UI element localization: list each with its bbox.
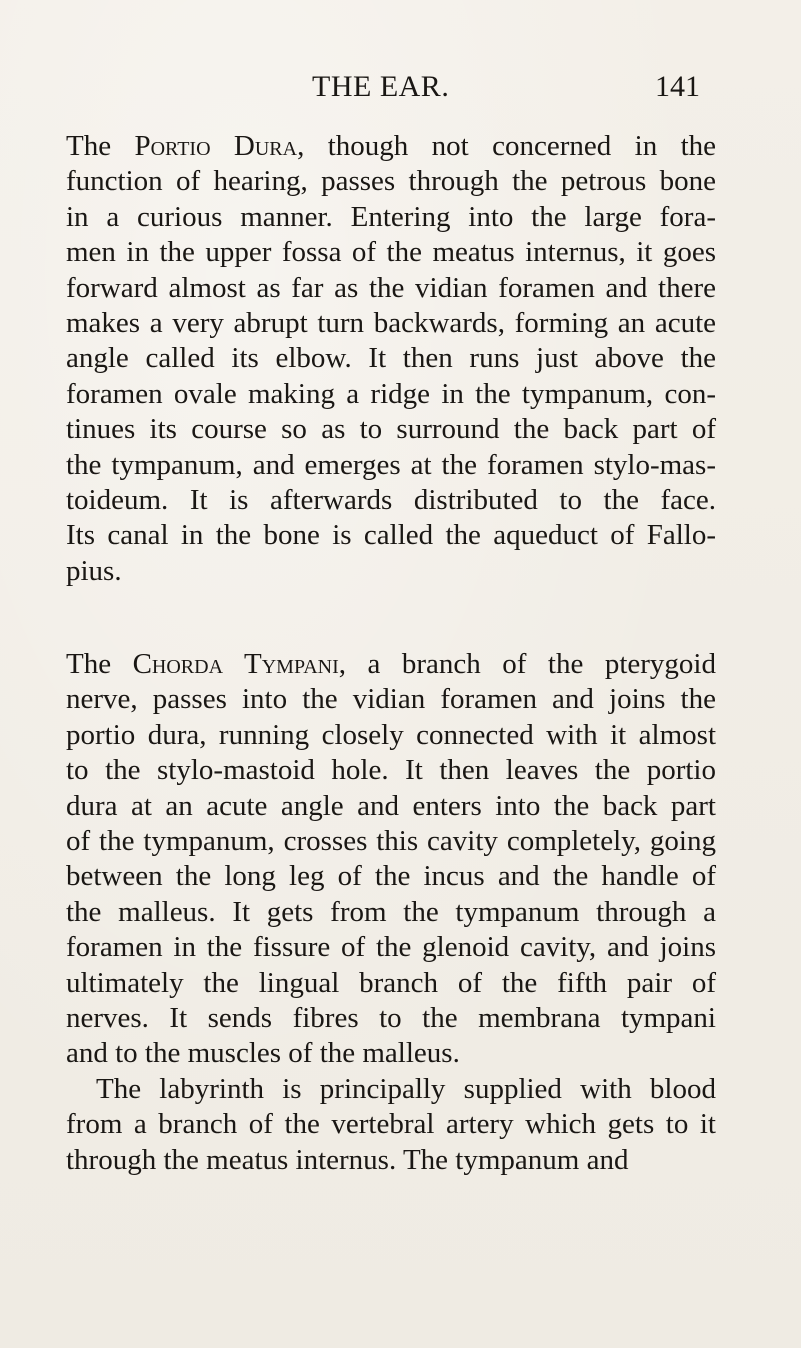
text-line xyxy=(66,235,716,270)
text-line xyxy=(66,483,716,518)
text-run: and to the muscles of the malleus. xyxy=(66,1037,460,1070)
text-line xyxy=(66,1072,716,1107)
text-run: The labyrinth is principally supplied with blood xyxy=(96,1072,716,1105)
text-run: The xyxy=(66,648,133,681)
text-line xyxy=(66,789,716,824)
text-line xyxy=(66,824,716,859)
text-line xyxy=(66,930,716,965)
text-run: foramen ovale making a ridge in the tympanum, con- xyxy=(66,377,716,410)
text-run: forward almost as far as the vidian foramen and there xyxy=(66,271,716,304)
paragraph xyxy=(66,129,716,589)
text-line xyxy=(66,682,716,717)
text-run: dura at an acute angle and enters into the back part xyxy=(66,789,716,822)
text-line xyxy=(66,895,716,930)
text-line xyxy=(66,859,716,894)
text-run: from a branch of the vertebral artery which gets to it xyxy=(66,1108,716,1141)
text-run: men in the upper fossa of the meatus internus, it goes xyxy=(66,236,716,269)
text-run: Its canal in the bone is called the aqueduct of Fallo- xyxy=(66,519,716,552)
text-line xyxy=(66,1107,716,1142)
text-line xyxy=(66,164,716,199)
text-run: nerves. It sends fibres to the membrana tympani xyxy=(66,1001,716,1034)
text-line xyxy=(66,306,716,341)
paragraph xyxy=(66,1072,716,1178)
text-run: pius. xyxy=(66,554,122,587)
text-run: makes a very abrupt turn backwards, forming an acute xyxy=(66,306,716,339)
text-run: , though not concerned in the xyxy=(297,130,717,162)
body-text xyxy=(66,129,716,1178)
text-line xyxy=(66,129,716,164)
text-run: nerve, passes into the vidian foramen and joins the xyxy=(66,683,716,716)
text-run: of the tympanum, crosses this cavity completely, going xyxy=(66,825,716,858)
text-run: The xyxy=(66,130,135,162)
text-line xyxy=(66,1001,716,1036)
text-line xyxy=(66,377,716,412)
running-head: THE EAR. xyxy=(312,70,450,103)
text-line xyxy=(66,647,716,682)
text-run: angle called its elbow. It then runs just above the xyxy=(66,342,716,375)
text-line xyxy=(66,200,716,235)
text-line xyxy=(66,753,716,788)
page-header xyxy=(0,70,801,114)
text-run: the malleus. It gets from the tympanum through a xyxy=(66,895,716,928)
text-run: , a branch of the pterygoid xyxy=(338,648,716,681)
text-run: through the meatus internus. The tympanum and xyxy=(66,1143,629,1176)
small-caps-term: Chorda Tympani xyxy=(132,648,339,681)
text-run: portio dura, running closely connected with it almost xyxy=(66,718,716,751)
paragraph-gap xyxy=(66,589,716,647)
text-line xyxy=(66,448,716,483)
text-line xyxy=(66,271,716,306)
text-line xyxy=(66,412,716,447)
text-run: to the stylo-mastoid hole. It then leaves the portio xyxy=(66,754,716,787)
small-caps-term: Portio Dura xyxy=(134,130,298,162)
text-run: in a curious manner. Entering into the large fora- xyxy=(66,200,716,233)
text-line xyxy=(66,1143,716,1178)
page-number: 141 xyxy=(655,70,700,103)
text-line xyxy=(66,1036,716,1071)
text-run: ultimately the lingual branch of the fifth pair of xyxy=(66,966,716,999)
text-run: the tympanum, and emerges at the foramen stylo-mas- xyxy=(66,448,716,481)
text-run: function of hearing, passes through the petrous bone xyxy=(66,165,716,198)
text-run: foramen in the fissure of the glenoid cavity, and joins xyxy=(66,931,716,964)
text-line xyxy=(66,718,716,753)
text-run: tinues its course so as to surround the back part of xyxy=(66,413,716,446)
text-run: between the long leg of the incus and the handle of xyxy=(66,860,716,893)
paragraph xyxy=(66,647,716,1072)
text-line xyxy=(66,341,716,376)
text-line xyxy=(66,554,716,589)
text-run: toideum. It is afterwards distributed to the face. xyxy=(66,483,716,516)
text-line xyxy=(66,966,716,1001)
text-line xyxy=(66,518,716,553)
